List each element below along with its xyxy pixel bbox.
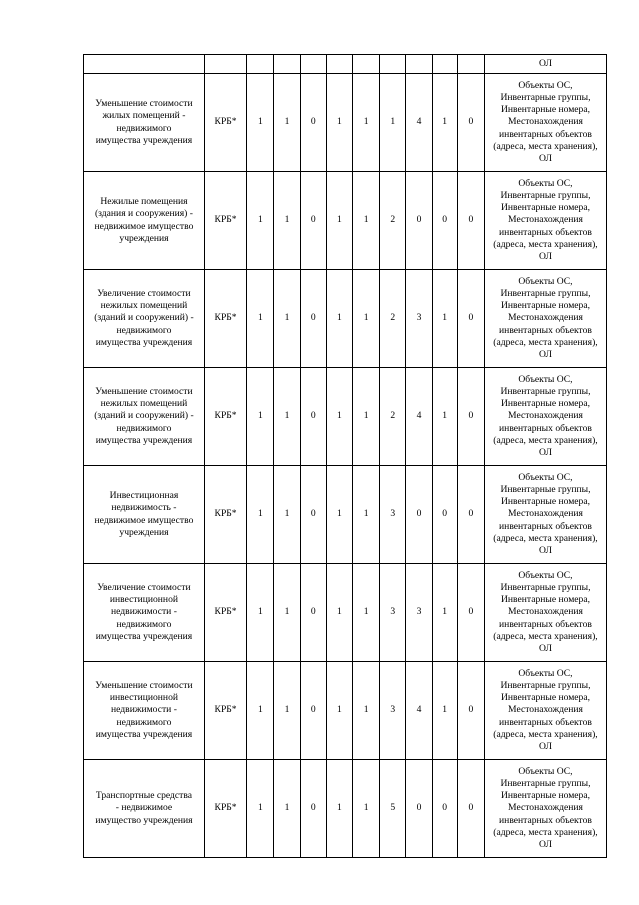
cell-code: 1 [274, 466, 300, 564]
cell-code: 0 [432, 466, 457, 564]
cell-basis: КРБ* [204, 760, 246, 858]
cell-code: 1 [247, 564, 274, 662]
cell-code: 1 [326, 662, 352, 760]
cell-basis: КРБ* [204, 368, 246, 466]
cell-code: 1 [353, 760, 380, 858]
cell-code: 0 [300, 74, 326, 172]
cell-code: 1 [432, 74, 457, 172]
cell-code [353, 55, 380, 74]
cell-code: 1 [353, 564, 380, 662]
cell-code: 3 [380, 466, 406, 564]
cell-code: 1 [326, 270, 352, 368]
cell-code: 0 [300, 466, 326, 564]
cell-code: 1 [353, 662, 380, 760]
cell-name: Инвестиционная недвижимость - недвижимое имущество учреждения [84, 466, 205, 564]
cell-code: 1 [326, 564, 352, 662]
cell-basis: КРБ* [204, 662, 246, 760]
accounts-table [83, 54, 607, 858]
cell-code [406, 55, 432, 74]
table-body [84, 55, 607, 858]
cell-analytics: Объекты ОС, Инвентарные группы, Инвентарные номера, Местонахождения инвентарных объектов (адреса, места хранения), ОЛ [484, 760, 606, 858]
cell-basis: КРБ* [204, 270, 246, 368]
cell-code: 1 [326, 172, 352, 270]
cell-code: 3 [406, 270, 432, 368]
cell-code: 0 [457, 564, 484, 662]
cell-basis: КРБ* [204, 172, 246, 270]
cell-code: 1 [247, 74, 274, 172]
cell-code: 1 [432, 662, 457, 760]
cell-code [432, 55, 457, 74]
cell-code: 1 [274, 172, 300, 270]
cell-code: 1 [247, 466, 274, 564]
cell-code: 1 [432, 270, 457, 368]
cell-code: 1 [326, 74, 352, 172]
table-row [84, 466, 607, 564]
cell-code: 1 [432, 564, 457, 662]
cell-code: 0 [300, 760, 326, 858]
cell-analytics: Объекты ОС, Инвентарные группы, Инвентарные номера, Местонахождения инвентарных объектов (адреса, места хранения), ОЛ [484, 466, 606, 564]
cell-code: 0 [457, 662, 484, 760]
cell-name: Увеличение стоимости нежилых помещений (зданий и сооружений) - недвижимого имущества учреждения [84, 270, 205, 368]
cell-code: 2 [380, 368, 406, 466]
cell-code: 1 [326, 466, 352, 564]
cell-code: 0 [300, 368, 326, 466]
cell-code: 1 [274, 760, 300, 858]
cell-code: 0 [300, 662, 326, 760]
cell-code [274, 55, 300, 74]
cell-code: 1 [380, 74, 406, 172]
cell-analytics: Объекты ОС, Инвентарные группы, Инвентарные номера, Местонахождения инвентарных объектов (адреса, места хранения), ОЛ [484, 368, 606, 466]
cell-analytics: Объекты ОС, Инвентарные группы, Инвентарные номера, Местонахождения инвентарных объектов (адреса, места хранения), ОЛ [484, 662, 606, 760]
cell-code: 1 [274, 368, 300, 466]
cell-code: 0 [457, 368, 484, 466]
table-row [84, 564, 607, 662]
cell-code: 0 [406, 172, 432, 270]
cell-analytics: Объекты ОС, Инвентарные группы, Инвентарные номера, Местонахождения инвентарных объектов (адреса, места хранения), ОЛ [484, 564, 606, 662]
cell-code: 3 [380, 564, 406, 662]
cell-name [84, 55, 205, 74]
cell-code: 0 [457, 466, 484, 564]
cell-name: Уменьшение стоимости нежилых помещений (зданий и сооружений) - недвижимого имущества учреждения [84, 368, 205, 466]
cell-code: 0 [406, 466, 432, 564]
cell-name: Транспортные средства - недвижимое имущество учреждения [84, 760, 205, 858]
cell-code: 1 [274, 74, 300, 172]
cell-basis: КРБ* [204, 74, 246, 172]
cell-analytics: Объекты ОС, Инвентарные группы, Инвентарные номера, Местонахождения инвентарных объектов (адреса, места хранения), ОЛ [484, 74, 606, 172]
cell-code: 1 [274, 270, 300, 368]
cell-code [380, 55, 406, 74]
cell-code: 1 [326, 760, 352, 858]
cell-code: 1 [353, 172, 380, 270]
cell-code: 1 [247, 368, 274, 466]
table-row [84, 74, 607, 172]
table-row [84, 368, 607, 466]
cell-code: 0 [406, 760, 432, 858]
cell-code [326, 55, 352, 74]
cell-code: 0 [457, 74, 484, 172]
cell-code: 1 [247, 662, 274, 760]
cell-code: 3 [380, 662, 406, 760]
cell-name: Уменьшение стоимости жилых помещений - недвижимого имущества учреждения [84, 74, 205, 172]
table-row [84, 172, 607, 270]
cell-code: 0 [300, 270, 326, 368]
cell-code [457, 55, 484, 74]
cell-code: 0 [457, 172, 484, 270]
cell-code: 0 [432, 172, 457, 270]
cell-basis: КРБ* [204, 466, 246, 564]
cell-analytics: Объекты ОС, Инвентарные группы, Инвентарные номера, Местонахождения инвентарных объектов (адреса, места хранения), ОЛ [484, 270, 606, 368]
table-row [84, 760, 607, 858]
cell-name: Нежилые помещения (здания и сооружения) - недвижимое имущество учреждения [84, 172, 205, 270]
cell-code: 3 [406, 564, 432, 662]
cell-analytics: ОЛ [484, 55, 606, 74]
cell-code: 0 [432, 760, 457, 858]
cell-code: 1 [326, 368, 352, 466]
cell-code: 1 [247, 172, 274, 270]
cell-basis: КРБ* [204, 564, 246, 662]
cell-code: 0 [300, 564, 326, 662]
cell-code: 4 [406, 662, 432, 760]
continuation-row [84, 55, 607, 74]
cell-code: 1 [353, 270, 380, 368]
cell-code: 4 [406, 74, 432, 172]
cell-basis [204, 55, 246, 74]
cell-name: Уменьшение стоимости инвестиционной недвижимости - недвижимого имущества учреждения [84, 662, 205, 760]
cell-code: 1 [274, 564, 300, 662]
cell-code: 1 [432, 368, 457, 466]
cell-name: Увеличение стоимости инвестиционной недвижимости - недвижимого имущества учреждения [84, 564, 205, 662]
cell-code: 0 [457, 270, 484, 368]
cell-code [300, 55, 326, 74]
cell-code: 1 [353, 74, 380, 172]
table-row [84, 662, 607, 760]
cell-code: 1 [353, 466, 380, 564]
cell-code: 1 [353, 368, 380, 466]
cell-code: 0 [300, 172, 326, 270]
cell-code: 1 [247, 760, 274, 858]
cell-code [247, 55, 274, 74]
table-row [84, 270, 607, 368]
cell-code: 0 [457, 760, 484, 858]
cell-code: 4 [406, 368, 432, 466]
cell-code: 1 [274, 662, 300, 760]
cell-code: 2 [380, 172, 406, 270]
cell-code: 1 [247, 270, 274, 368]
cell-code: 5 [380, 760, 406, 858]
cell-code: 2 [380, 270, 406, 368]
cell-analytics: Объекты ОС, Инвентарные группы, Инвентарные номера, Местонахождения инвентарных объектов (адреса, места хранения), ОЛ [484, 172, 606, 270]
